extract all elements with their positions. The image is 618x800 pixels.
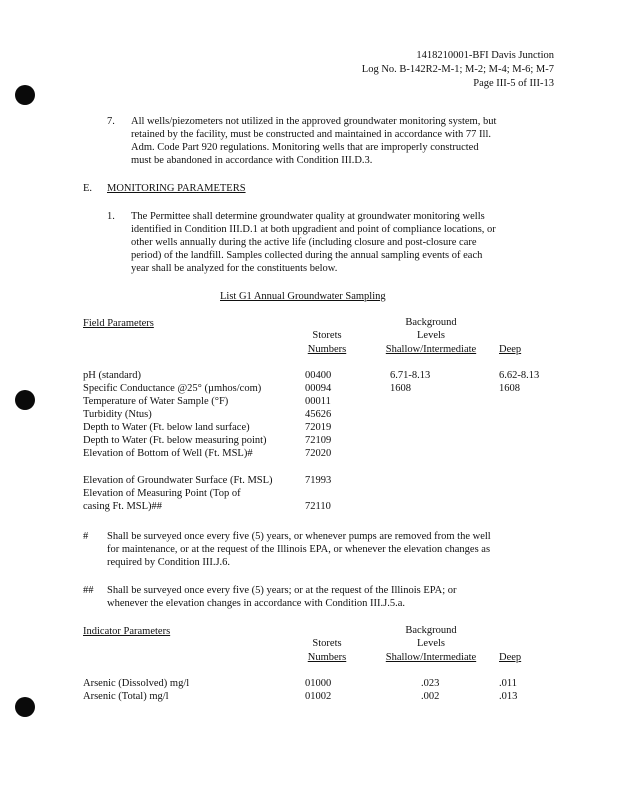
parameter-name: casing Ft. MSL)## xyxy=(83,501,163,512)
storet-number: 00011 xyxy=(305,396,331,407)
shallow-level: 6.71-8.13 xyxy=(390,370,431,381)
item-number: 1. xyxy=(107,211,115,222)
parameter-name: Specific Conductance @25° (µmhos/com) xyxy=(83,383,262,394)
item-number: 7. xyxy=(107,116,115,127)
footnote-mark: ## xyxy=(83,585,94,596)
column-header-background: Background xyxy=(405,317,457,328)
parameter-name: Arsenic (Total) mg/l xyxy=(83,691,169,702)
storet-number: 72109 xyxy=(305,435,332,446)
header-log-number: Log No. B-142R2-M-1; M-2; M-4; M-6; M-7 xyxy=(361,64,554,75)
paragraph-line: The Permittee shall determine groundwater quality at groundwater monitoring wells xyxy=(131,211,485,222)
storet-number: 00400 xyxy=(305,370,332,381)
paragraph-line: retained by the facility, must be constructed and maintained in accordance with 77 Ill. xyxy=(131,129,491,140)
binder-hole xyxy=(15,85,35,105)
deep-level: .011 xyxy=(499,678,517,689)
paragraph-line: Adm. Code Part 920 regulations. Monitoring wells that are improperly constructed xyxy=(131,142,479,153)
column-header-background: Background xyxy=(405,625,457,636)
shallow-level: .002 xyxy=(421,691,440,702)
column-header-shallow: Shallow/Intermediate xyxy=(385,652,477,663)
list-title: List G1 Annual Groundwater Sampling xyxy=(220,291,386,302)
storet-number: 01002 xyxy=(305,691,332,702)
parameter-name: Arsenic (Dissolved) mg/l xyxy=(83,678,190,689)
storet-number: 72020 xyxy=(305,448,332,459)
storet-number: 45626 xyxy=(305,409,332,420)
deep-level: .013 xyxy=(499,691,518,702)
column-header-deep: Deep xyxy=(499,652,522,663)
section-letter: E. xyxy=(83,183,93,194)
binder-hole xyxy=(15,390,35,410)
paragraph-line: year shall be analyzed for the constituents below. xyxy=(131,263,338,274)
paragraph-line: All wells/piezometers not utilized in the approved groundwater monitoring system, but xyxy=(131,116,497,127)
paragraph-line: period) of the landfill. Samples collected during the annual sampling events of each xyxy=(131,250,483,261)
binder-hole xyxy=(15,697,35,717)
column-header-numbers: Numbers xyxy=(307,652,347,663)
column-header-levels: Levels xyxy=(417,638,445,649)
storet-number: 72110 xyxy=(305,501,331,512)
column-header-deep: Deep xyxy=(499,344,522,355)
parameter-name: Depth to Water (Ft. below land surface) xyxy=(83,422,250,433)
column-header-shallow: Shallow/Intermediate xyxy=(385,344,477,355)
paragraph-line: must be abandoned in accordance with Condition III.D.3. xyxy=(131,155,373,166)
paragraph-line: other wells annually during the active life (including closure and post-closure care xyxy=(131,237,477,248)
parameter-name: Elevation of Measuring Point (Top of xyxy=(83,488,241,499)
column-header-numbers: Numbers xyxy=(307,344,347,355)
section-title: MONITORING PARAMETERS xyxy=(107,183,246,194)
paragraph-line: identified in Condition III.D.1 at both upgradient and point of compliance locations, or xyxy=(131,224,496,235)
shallow-level: 1608 xyxy=(390,383,411,394)
storet-number: 71993 xyxy=(305,475,332,486)
storet-number: 72019 xyxy=(305,422,332,433)
table-section-label: Field Parameters xyxy=(83,318,154,329)
column-header-storets: Storets xyxy=(312,638,342,649)
footnote-line: Shall be surveyed once every five (5) years, or whenever pumps are removed from the well xyxy=(107,531,491,542)
column-header-levels: Levels xyxy=(417,330,445,341)
parameter-name: Temperature of Water Sample (°F) xyxy=(83,396,229,407)
parameter-name: Elevation of Groundwater Surface (Ft. MSL) xyxy=(83,475,273,486)
footnote-line: whenever the elevation changes in accordance with Condition III.J.5.a. xyxy=(107,598,405,609)
column-header-storets: Storets xyxy=(312,330,342,341)
header-facility-id: 1418210001-BFI Davis Junction xyxy=(416,50,554,61)
header-page-number: Page III-5 of III-13 xyxy=(473,78,554,89)
parameter-name: Depth to Water (Ft. below measuring point) xyxy=(83,435,267,446)
parameter-name: Elevation of Bottom of Well (Ft. MSL)# xyxy=(83,448,253,459)
storet-number: 00094 xyxy=(305,383,332,394)
deep-level: 1608 xyxy=(499,383,520,394)
shallow-level: .023 xyxy=(421,678,440,689)
deep-level: 6.62-8.13 xyxy=(499,370,540,381)
parameter-name: Turbidity (Ntus) xyxy=(83,409,152,420)
footnote-mark: # xyxy=(83,531,89,542)
table-section-label: Indicator Parameters xyxy=(83,626,171,637)
storet-number: 01000 xyxy=(305,678,332,689)
parameter-name: pH (standard) xyxy=(83,370,142,381)
footnote-line: required by Condition III.J.6. xyxy=(107,557,231,568)
footnote-line: Shall be surveyed once every five (5) years; or at the request of the Illinois EPA; or xyxy=(107,585,457,596)
footnote-line: for maintenance, or at the request of the Illinois EPA, or whenever the elevation changes as xyxy=(107,544,491,555)
